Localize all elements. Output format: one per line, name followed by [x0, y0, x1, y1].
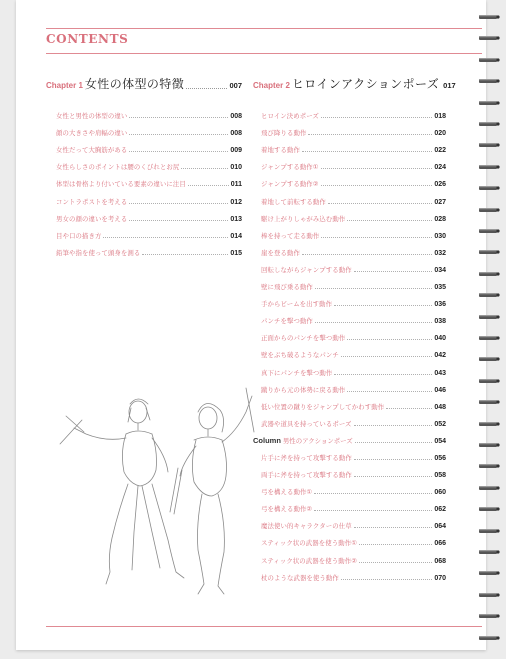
leader-dots: [347, 219, 432, 221]
leader-dots: [314, 492, 432, 494]
leader-dots: [347, 338, 432, 340]
toc-entry[interactable]: [261, 530, 446, 547]
leader-dots: [347, 390, 432, 392]
toc-entry-page: 064: [434, 523, 446, 531]
toc-entry-title: 正面からのパンチを撃つ動作: [261, 334, 346, 343]
toc-entry[interactable]: [56, 171, 242, 188]
toc-entry-title: 真下にパンチを撃つ動作: [261, 368, 333, 377]
toc-entry-title: 着地して前転する動作: [261, 197, 326, 206]
toc-entry-title: 弓を構える動作②: [261, 505, 313, 514]
toc-entry[interactable]: [261, 547, 446, 564]
leader-dots: [321, 116, 432, 118]
chapter-1-title: 女性の体型の特徴: [84, 77, 185, 91]
binding-ring: [478, 590, 500, 600]
leader-dots: [354, 458, 432, 460]
leader-dots: [129, 133, 228, 135]
leader-dots: [354, 424, 433, 426]
binding-ring: [478, 483, 500, 493]
toc-entry-title: 低い位置の蹴りをジャンプしてかわす動作: [261, 402, 385, 411]
toc-entry-page: 024: [434, 164, 446, 172]
chapter-2-column: [253, 70, 456, 582]
toc-entry[interactable]: [261, 325, 446, 342]
toc-entry-page: 009: [230, 147, 242, 155]
column-title: 男性のアクションポーズ: [282, 436, 353, 445]
leader-dots: [359, 543, 432, 545]
toc-entry-page: 013: [230, 215, 242, 223]
binding-ring: [478, 312, 500, 322]
toc-entry-page: 038: [434, 318, 446, 326]
toc-entry-title: 駆け上がりしゃがみ込む動作: [261, 214, 346, 223]
toc-entry[interactable]: [261, 513, 446, 530]
toc-entry-page: 056: [434, 454, 446, 462]
binding-ring: [478, 183, 500, 193]
toc-entry[interactable]: [261, 257, 446, 274]
toc-entry[interactable]: [261, 120, 446, 137]
leader-dots: [186, 87, 227, 89]
toc-entry-title: スティック状の武器を使う動作②: [261, 556, 358, 565]
binding-ring: [478, 247, 500, 257]
toc-entry[interactable]: [56, 137, 242, 154]
toc-entry-page: 027: [434, 198, 446, 206]
toc-entry-page: 070: [434, 574, 446, 582]
binding-ring: [478, 162, 500, 172]
toc-entry-title: 武器や道具を持っているポーズ: [261, 419, 352, 428]
leader-dots: [328, 202, 432, 204]
toc-entry-page: 020: [434, 130, 446, 138]
toc-entry[interactable]: [261, 240, 446, 257]
binding-ring: [478, 504, 500, 514]
leader-dots: [334, 304, 432, 306]
toc-entry[interactable]: [261, 359, 446, 376]
chapter-2-heading: [253, 70, 456, 92]
toc-entry-page: 011: [230, 181, 242, 189]
column-page: 054: [434, 437, 446, 445]
contents-page: [16, 0, 486, 650]
binding-ring: [478, 76, 500, 86]
binding-ring: [478, 354, 500, 364]
toc-entry-page: 066: [434, 540, 446, 548]
toc-entry-title: 手からビームを出す動作: [261, 300, 333, 309]
leader-dots: [354, 270, 433, 272]
binding-ring: [478, 419, 500, 429]
toc-entry-page: 058: [434, 472, 446, 480]
toc-entry[interactable]: [261, 171, 446, 188]
toc-entry-page: 034: [434, 266, 446, 274]
toc-entry[interactable]: [261, 103, 446, 120]
leader-dots: [355, 441, 433, 443]
leader-dots: [359, 561, 432, 563]
toc-entry-page: 012: [230, 198, 242, 206]
toc-entry-page: 043: [434, 369, 446, 377]
toc-entry-page: 010: [230, 164, 242, 172]
toc-entry-title: 女性らしさのポイントは腰のくびれとお尻: [56, 163, 180, 172]
chapter-1-items: [46, 103, 242, 257]
toc-entry-page: 042: [434, 352, 446, 360]
page-title: CONTENTS: [46, 32, 129, 46]
binding-ring: [478, 568, 500, 578]
toc-entry-title: 杖のような武器を使う動作: [261, 573, 339, 582]
binding-ring: [478, 269, 500, 279]
toc-entry[interactable]: [261, 223, 446, 240]
toc-entry[interactable]: [261, 308, 446, 325]
toc-entry-page: 018: [434, 113, 446, 121]
toc-entry[interactable]: [261, 342, 446, 359]
leader-dots: [129, 150, 228, 152]
toc-entry-page: 052: [434, 420, 446, 428]
toc-entry-title: 鉛筆や指を使って頭身を測る: [56, 248, 141, 257]
toc-entry[interactable]: [261, 291, 446, 308]
toc-entry-title: 女性だって大胸筋がある: [56, 146, 128, 155]
toc-entry-page: 035: [434, 284, 446, 292]
leader-dots: [315, 287, 432, 289]
toc-entry-title: 目や口の描き方: [56, 231, 102, 240]
leader-dots: [321, 167, 433, 169]
leader-dots: [315, 321, 432, 323]
toc-entry[interactable]: [261, 206, 446, 223]
toc-entry-page: 060: [434, 489, 446, 497]
binding-ring: [478, 526, 500, 536]
toc-entry[interactable]: [261, 188, 446, 205]
toc-entry-title: ジャンプする動作②: [261, 180, 319, 189]
toc-entry[interactable]: [261, 377, 446, 394]
leader-dots: [142, 253, 228, 255]
spiral-binding: [478, 0, 506, 659]
binding-ring: [478, 98, 500, 108]
binding-ring: [478, 290, 500, 300]
leader-dots: [308, 133, 432, 135]
toc-entry[interactable]: [261, 154, 446, 171]
toc-entry-title: 崖を登る動作: [261, 248, 300, 257]
leader-dots: [188, 184, 229, 186]
leader-dots: [302, 253, 432, 255]
toc-entry[interactable]: [261, 445, 446, 462]
toc-entry-title: 女性と男性の体型の違い: [56, 112, 128, 121]
toc-entry[interactable]: [56, 223, 242, 240]
chapter-1-column: [46, 70, 242, 257]
toc-entry-title: コントラポストを考える: [56, 197, 128, 206]
toc-entry-title: 体型は骨格より付いている要素の違いに注目: [56, 180, 186, 189]
toc-entry-title: 飛び降りる動作: [261, 129, 307, 138]
toc-entry-page: 062: [434, 506, 446, 514]
toc-entry-title: 魔法使い的キャラクターの仕草: [261, 522, 352, 531]
toc-entry-page: 046: [434, 386, 446, 394]
leader-dots: [386, 407, 432, 409]
toc-entry-page: 048: [434, 403, 446, 411]
binding-ring: [478, 376, 500, 386]
toc-entry-page: 040: [434, 335, 446, 343]
leader-dots: [321, 184, 433, 186]
leader-dots: [302, 150, 432, 152]
toc-entry-title: 顔の大きさや肩幅の違い: [56, 129, 128, 138]
binding-ring: [478, 55, 500, 65]
leader-dots: [129, 202, 228, 204]
toc-entry[interactable]: [261, 462, 446, 479]
toc-entry-page: 008: [230, 113, 242, 121]
toc-entry-page: 030: [434, 232, 446, 240]
chapter-2-label: Chapter 2: [253, 81, 290, 90]
toc-entry-title: ジャンプする動作①: [261, 163, 319, 172]
chapter-2-title: ヒロインアクションポーズ: [291, 77, 440, 91]
binding-ring: [478, 440, 500, 450]
toc-entry-page: 036: [434, 301, 446, 309]
chapter-1-label: Chapter 1: [46, 81, 83, 90]
binding-ring: [478, 547, 500, 557]
toc-entry-page: 014: [230, 232, 242, 240]
binding-ring: [478, 333, 500, 343]
chapter-2-page: 017: [443, 81, 456, 90]
toc-entry[interactable]: [261, 565, 446, 582]
chapter-1-page: 007: [229, 81, 242, 90]
column-entry[interactable]: [253, 428, 446, 445]
toc-entry-page: 015: [230, 249, 242, 257]
toc-entry[interactable]: [261, 394, 446, 411]
leader-dots: [129, 116, 228, 118]
toc-entry-page: 026: [434, 181, 446, 189]
toc-entry[interactable]: [261, 411, 446, 428]
toc-entry-title: 片手に斧を持って攻撃する動作: [261, 453, 352, 462]
toc-entry-page: 068: [434, 557, 446, 565]
toc-entry[interactable]: [56, 240, 242, 257]
leader-dots: [129, 219, 228, 221]
toc-entry-title: 壁に飛び乗る動作: [261, 283, 313, 292]
toc-entry-title: 棒を持って走る動作: [261, 231, 320, 240]
toc-entry-title: スティック状の武器を使う動作①: [261, 539, 358, 548]
binding-ring: [478, 140, 500, 150]
toc-entry[interactable]: [56, 188, 242, 205]
toc-entry[interactable]: [56, 103, 242, 120]
chapter-2-items: [253, 103, 446, 582]
bottom-rule: [46, 626, 482, 627]
leader-dots: [341, 578, 432, 580]
toc-entry-title: 蹴りから元の体勢に戻る動作: [261, 385, 346, 394]
toc-entry-title: 着地する動作: [261, 146, 300, 155]
binding-ring: [478, 119, 500, 129]
toc-entry[interactable]: [56, 154, 242, 171]
toc-entry-page: 032: [434, 249, 446, 257]
heroine-sketch-illustration: [56, 372, 256, 602]
title-underline: [46, 53, 482, 54]
binding-ring: [478, 33, 500, 43]
toc-entry[interactable]: [261, 496, 446, 513]
toc-entry[interactable]: [261, 479, 446, 496]
toc-entry-title: 両手に斧を持って攻撃する動作: [261, 471, 352, 480]
toc-entry-page: 008: [230, 130, 242, 138]
binding-ring: [478, 611, 500, 621]
column-label: Column: [253, 435, 281, 445]
leader-dots: [321, 236, 432, 238]
binding-ring: [478, 205, 500, 215]
binding-ring: [478, 12, 500, 22]
toc-entry-title: 回転しながらジャンプする動作: [261, 265, 352, 274]
leader-dots: [314, 509, 432, 511]
leader-dots: [354, 526, 433, 528]
binding-ring: [478, 397, 500, 407]
toc-entry-title: パンチを撃つ動作: [261, 317, 313, 326]
binding-ring: [478, 633, 500, 643]
leader-dots: [181, 167, 228, 169]
toc-entry-page: 022: [434, 147, 446, 155]
binding-ring: [478, 226, 500, 236]
chapter-1-heading: [46, 70, 242, 92]
leader-dots: [103, 236, 228, 238]
toc-entry-title: 男女の顔の違いを考える: [56, 214, 128, 223]
toc-entry[interactable]: [56, 120, 242, 137]
toc-entry-title: ヒロイン決めポーズ: [261, 112, 319, 121]
toc-entry-title: 弓を構える動作①: [261, 488, 313, 497]
toc-entry[interactable]: [261, 137, 446, 154]
top-rule: [46, 28, 482, 29]
leader-dots: [354, 475, 432, 477]
toc-entry[interactable]: [261, 274, 446, 291]
toc-entry-page: 028: [434, 215, 446, 223]
toc-entry[interactable]: [56, 206, 242, 223]
binding-ring: [478, 461, 500, 471]
leader-dots: [341, 355, 432, 357]
leader-dots: [334, 373, 432, 375]
toc-entry-title: 壁をぶち破るようなパンチ: [261, 351, 339, 360]
